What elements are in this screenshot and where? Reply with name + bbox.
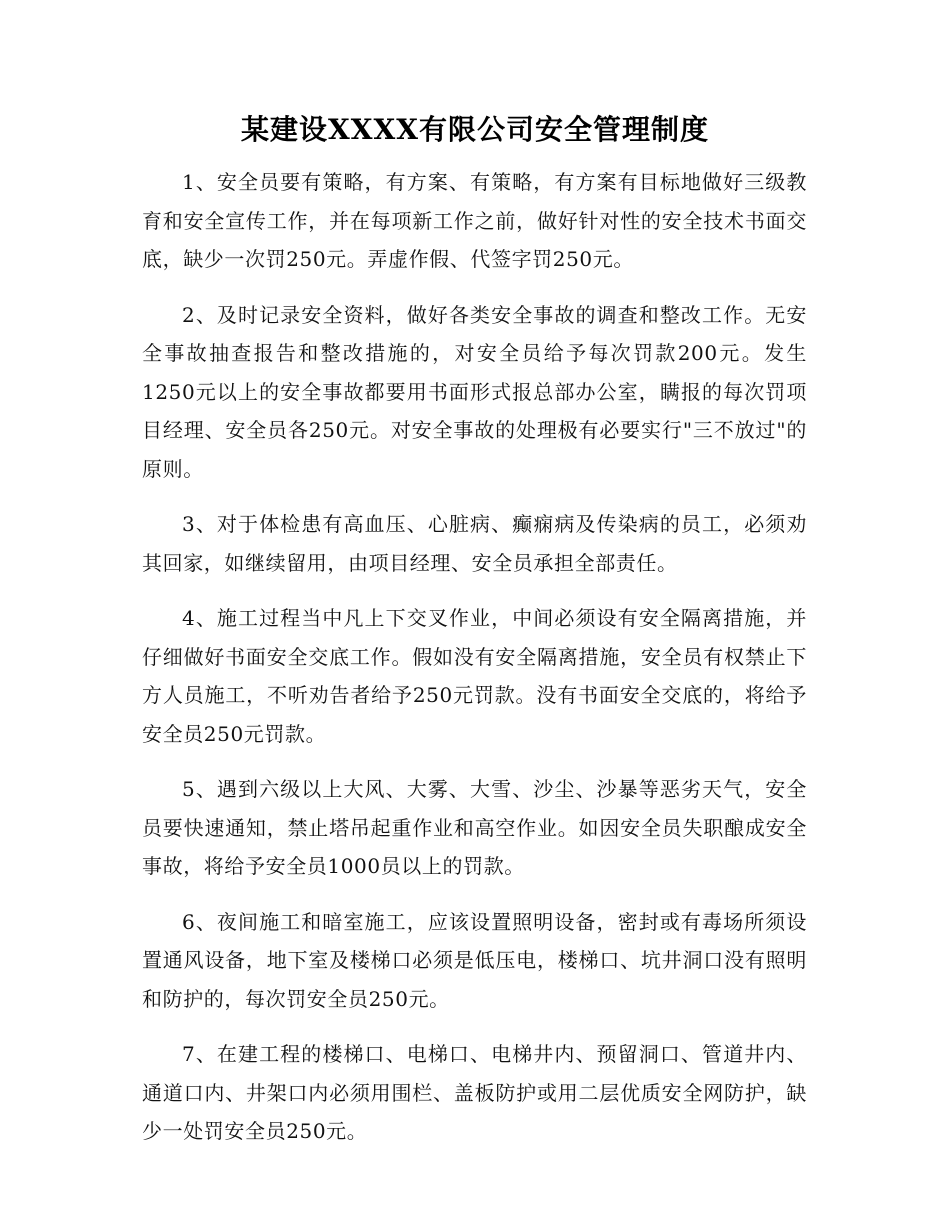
rule-paragraph-5: 5、遇到六级以上大风、大雾、大雪、沙尘、沙暴等恶劣天气，安全员要快速通知，禁止塔吊起重作业和高空作业。如因安全员失职酿成安全事故，将给予安全员1000员以上的罚款。 — [142, 777, 807, 878]
document-body — [142, 163, 807, 1168]
rule-paragraph-1: 1、安全员要有策略，有方案、有策略，有方案有目标地做好三级教育和安全宣传工作，并在每项新工作之前，做好针对性的安全技术书面交底，缺少一次罚250元。弄虚作假、代签字罚250元。 — [142, 170, 807, 271]
rule-paragraph-3: 3、对于体检患有高血压、心脏病、癫痫病及传染病的员工，必须劝其回家，如继续留用，由项目经理、安全员承担全部责任。 — [142, 512, 807, 575]
rule-paragraph-6: 6、夜间施工和暗室施工，应该设置照明设备，密封或有毒场所须设置通风设备，地下室及楼梯口必须是低压电，楼梯口、坑井洞口没有照明和防护的，每次罚安全员250元。 — [142, 909, 807, 1011]
rule-paragraph-4: 4、施工过程当中凡上下交叉作业，中间必须设有安全隔离措施，并仔细做好书面安全交底工作。假如没有安全隔离措施，安全员有权禁止下方人员施工，不听劝告者给予250元罚款。没有书面安全交底的，将给予安全员250元罚款。 — [142, 606, 807, 746]
document-title: 某建设XXXX有限公司安全管理制度 — [241, 113, 709, 146]
rule-paragraph-7: 7、在建工程的楼梯口、电梯口、电梯井内、预留洞口、管道井内、通道口内、井架口内必须用围栏、盖板防护或用二层优质安全网防护，缺少一处罚安全员250元。 — [142, 1042, 807, 1143]
rule-paragraph-2: 2、及时记录安全资料，做好各类安全事故的调查和整改工作。无安全事故抽查报告和整改措施的，对安全员给予每次罚款200元。发生1250元以上的安全事故都要用书面形式报总部办公室，瞒报的每次罚项目经理、安全员各250元。对安全事故的处理极有必要实行"三不放过"的原则。 — [142, 302, 807, 481]
